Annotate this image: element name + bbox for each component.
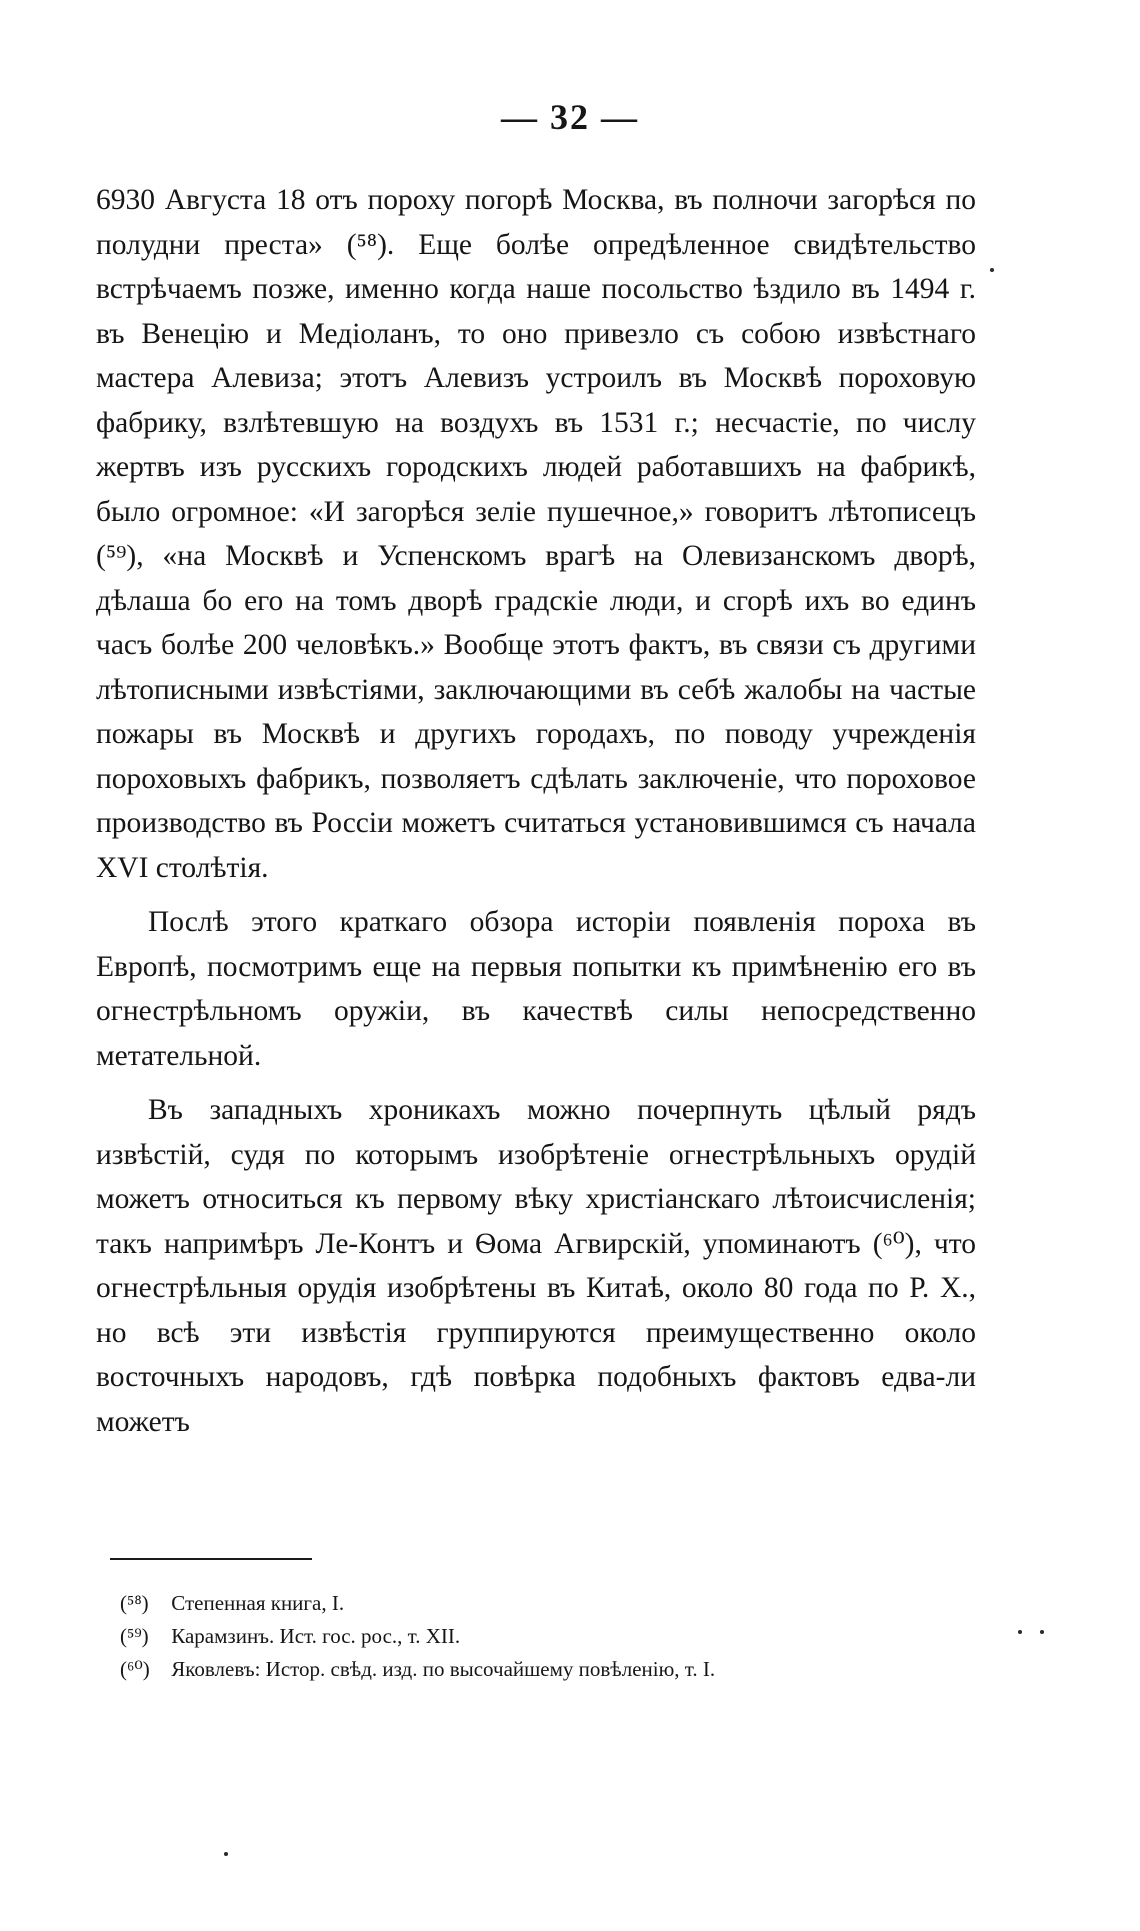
footnote-text: Карамзинъ. Ист. гос. рос., т. XII. bbox=[171, 1624, 461, 1648]
print-speck bbox=[1040, 1630, 1044, 1634]
paragraph-3: Въ западныхъ хроникахъ можно почерпнуть цѣлый рядъ извѣстій, судя по которымъ изобрѣтеніе огнестрѣльныхъ орудій можетъ относиться къ первому вѣку христіанскаго лѣтоисчисленія; такъ напримѣръ Ле-Контъ и Ѳома Агвирскій, упоминаютъ (⁶⁰), что огнестрѣльныя орудія изобрѣтены въ Китаѣ, около 80 года по Р. X., но всѣ эти извѣстія группируются преимущественно около восточныхъ народовъ, гдѣ повѣрка подобныхъ фактовъ едва-ли можетъ bbox=[96, 1094, 976, 1438]
print-speck bbox=[990, 268, 994, 272]
footnote-mark: (⁶⁰) bbox=[120, 1657, 150, 1681]
footnote-divider bbox=[110, 1558, 312, 1560]
body-text bbox=[96, 178, 976, 1454]
footnote-mark: (⁵⁸) bbox=[120, 1591, 149, 1615]
print-speck bbox=[224, 1852, 228, 1856]
footnote-text: Яковлевъ: Истор. свѣд. изд. по высочайшему повѣленію, т. I. bbox=[171, 1657, 716, 1681]
paragraph-1: 6930 Августа 18 отъ пороху погорѣ Москва, въ полночи загорѣся по полудни преста» (⁵⁸). Еще болѣе опредѣленное свидѣтельство встрѣчаемъ позже, именно когда наше посольство ѣздило въ 1494 г. въ Венецію и Медіоланъ, то оно привезло съ собою извѣстнаго мастера Алевиза; этотъ Алевизъ устроилъ въ Москвѣ пороховую фабрику, взлѣтевшую на воздухъ въ 1531 г.; несчастіе, по числу жертвъ изъ русскихъ городскихъ людей работавшихъ на фабрикѣ, было огромное: «И загорѣся зеліе пушечное,» говоритъ лѣтописецъ (⁵⁹), «на Москвѣ и Успенскомъ врагѣ на Олевизанскомъ дворѣ, дѣлаша бо его на томъ дворѣ градскіе люди, и сгорѣ ихъ во единъ часъ болѣе 200 человѣкъ.» Вообще этотъ фактъ, въ связи съ другими лѣтописными извѣстіями, заключающими въ себѣ жалобы на частые пожары въ Москвѣ и другихъ городахъ, по поводу учрежденія пороховыхъ фабрикъ, позволяетъ сдѣлать заключеніе, что пороховое производство въ Россіи можетъ считаться установившимся съ начала XVI столѣтія. bbox=[96, 184, 976, 884]
footnotes bbox=[120, 1587, 980, 1686]
print-speck bbox=[1018, 1630, 1022, 1634]
paragraph-2: Послѣ этого краткаго обзора исторіи появленія пороха въ Европѣ, посмотримъ еще на первыя попытки къ примѣненію его въ огнестрѣльномъ оружіи, въ качествѣ силы непосредственно метательной. bbox=[96, 906, 976, 1072]
footnote-mark: (⁵⁹) bbox=[120, 1624, 149, 1648]
footnote-60 bbox=[120, 1653, 980, 1686]
footnote-59 bbox=[120, 1620, 980, 1653]
page-number: — 32 — bbox=[501, 97, 639, 137]
footnote-text: Степенная книга, I. bbox=[171, 1591, 345, 1615]
footnote-58 bbox=[120, 1587, 980, 1620]
